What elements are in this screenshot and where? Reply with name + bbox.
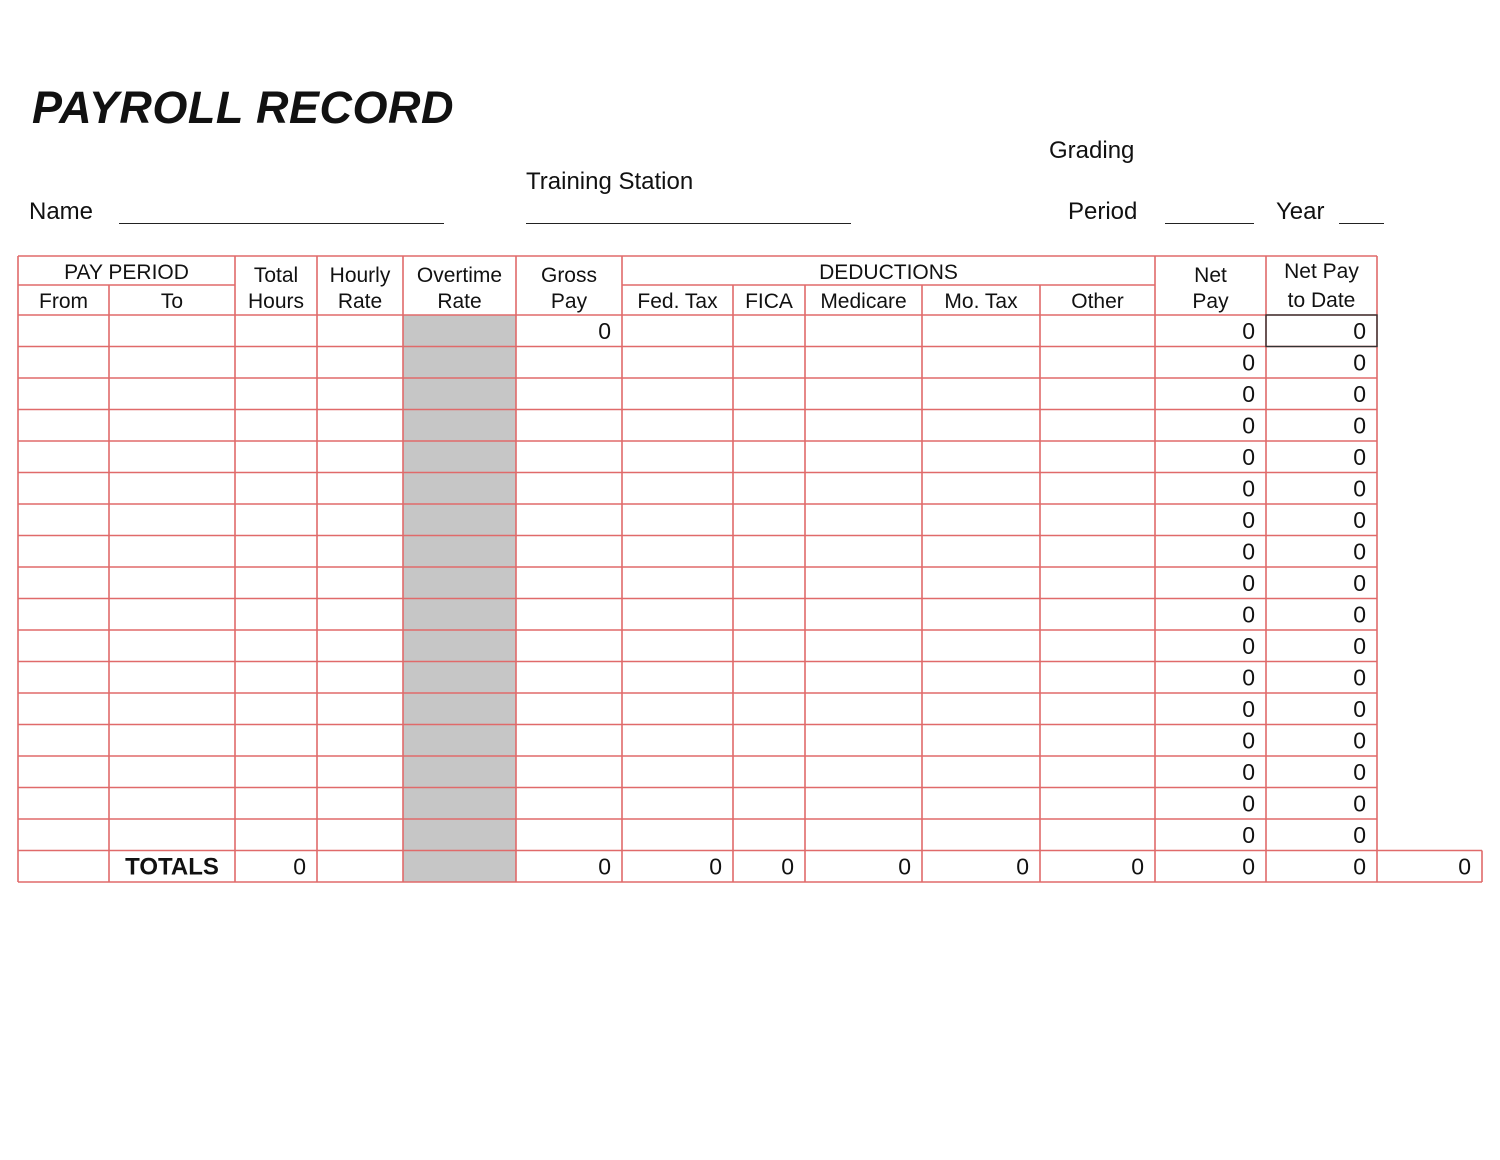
medicare-cell[interactable] <box>805 599 922 631</box>
net-pay-header-line1: Net <box>1194 264 1227 287</box>
fed-tax-cell[interactable] <box>622 788 733 820</box>
hourly-rate-cell[interactable] <box>317 410 403 442</box>
fica-cell[interactable] <box>733 599 805 631</box>
hourly-rate-cell[interactable] <box>317 473 403 505</box>
training-station-label: Training Station <box>526 168 694 195</box>
gross-pay-cell[interactable] <box>516 756 622 788</box>
overtime-rate-cell[interactable] <box>403 347 516 379</box>
net-pay-to-date-value: 0 <box>1353 569 1366 596</box>
totals-total-hours: 0 <box>293 853 306 880</box>
to-cell[interactable] <box>109 788 235 820</box>
net-pay-value: 0 <box>1242 727 1255 754</box>
total-hours-cell[interactable] <box>235 599 317 631</box>
gross-pay-cell[interactable] <box>516 441 622 473</box>
to-cell[interactable] <box>109 504 235 536</box>
medicare-cell[interactable] <box>805 504 922 536</box>
net-pay-value: 0 <box>1242 506 1255 533</box>
fed-tax-cell[interactable] <box>622 504 733 536</box>
medicare-cell[interactable] <box>805 630 922 662</box>
fed-tax-cell[interactable] <box>622 756 733 788</box>
fica-header: FICA <box>745 290 793 313</box>
year-label: Year <box>1276 198 1325 225</box>
medicare-cell[interactable] <box>805 567 922 599</box>
to-cell[interactable] <box>109 378 235 410</box>
from-cell[interactable] <box>18 693 109 725</box>
other-cell[interactable] <box>1040 473 1155 505</box>
from-cell[interactable] <box>18 599 109 631</box>
overtime-rate-cell[interactable] <box>403 788 516 820</box>
from-cell[interactable] <box>18 567 109 599</box>
net-pay-to-date-value: 0 <box>1353 380 1366 407</box>
overtime-rate-cell[interactable] <box>403 599 516 631</box>
from-cell[interactable] <box>18 630 109 662</box>
net-pay-value: 0 <box>1242 601 1255 628</box>
other-cell[interactable] <box>1040 441 1155 473</box>
fed-tax-cell[interactable] <box>622 378 733 410</box>
net-pay-value: 0 <box>1242 538 1255 565</box>
gross-pay-cell[interactable] <box>516 347 622 379</box>
mo-tax-cell[interactable] <box>922 536 1040 568</box>
fica-cell[interactable] <box>733 788 805 820</box>
from-cell[interactable] <box>18 378 109 410</box>
deductions-header: DEDUCTIONS <box>819 261 958 284</box>
hourly-rate-cell[interactable] <box>317 504 403 536</box>
fica-cell[interactable] <box>733 819 805 851</box>
other-cell[interactable] <box>1040 567 1155 599</box>
total-hours-cell[interactable] <box>235 378 317 410</box>
to-cell[interactable] <box>109 536 235 568</box>
fed-tax-cell[interactable] <box>622 410 733 442</box>
fica-cell[interactable] <box>733 725 805 757</box>
to-cell[interactable] <box>109 441 235 473</box>
net-pay-value: 0 <box>1242 412 1255 439</box>
net-pay-value: 0 <box>1242 380 1255 407</box>
medicare-cell[interactable] <box>805 315 922 347</box>
fica-cell[interactable] <box>733 662 805 694</box>
medicare-cell[interactable] <box>805 410 922 442</box>
net-pay-value: 0 <box>1242 443 1255 470</box>
totals-medicare: 0 <box>898 853 911 880</box>
from-cell[interactable] <box>18 504 109 536</box>
net-pay-to-date-value: 0 <box>1353 349 1366 376</box>
other-cell[interactable] <box>1040 347 1155 379</box>
from-cell[interactable] <box>18 662 109 694</box>
fica-cell[interactable] <box>733 756 805 788</box>
overtime-rate-cell[interactable] <box>403 473 516 505</box>
fica-cell[interactable] <box>733 410 805 442</box>
total-hours-cell[interactable] <box>235 410 317 442</box>
overtime-rate-cell[interactable] <box>403 315 516 347</box>
hourly-rate-cell[interactable] <box>317 693 403 725</box>
net-pay-value: 0 <box>1242 758 1255 785</box>
hourly-rate-cell[interactable] <box>317 788 403 820</box>
medicare-cell[interactable] <box>805 756 922 788</box>
mo-tax-cell[interactable] <box>922 504 1040 536</box>
mo-tax-cell[interactable] <box>922 315 1040 347</box>
other-cell[interactable] <box>1040 504 1155 536</box>
fica-cell[interactable] <box>733 473 805 505</box>
total-hours-cell[interactable] <box>235 315 317 347</box>
totals-fed-tax: 0 <box>709 853 722 880</box>
fed-tax-cell[interactable] <box>622 315 733 347</box>
net-pay-to-date-value: 0 <box>1353 475 1366 502</box>
fed-tax-cell[interactable] <box>622 441 733 473</box>
totals-extra: 0 <box>1458 853 1471 880</box>
fica-cell[interactable] <box>733 347 805 379</box>
hourly-rate-cell[interactable] <box>317 567 403 599</box>
mo-tax-cell[interactable] <box>922 788 1040 820</box>
from-cell[interactable] <box>18 819 109 851</box>
other-cell[interactable] <box>1040 536 1155 568</box>
net-pay-to-date-value: 0 <box>1353 538 1366 565</box>
net-pay-to-date-value: 0 <box>1353 727 1366 754</box>
net-pay-to-date-value: 0 <box>1353 443 1366 470</box>
medicare-cell[interactable] <box>805 536 922 568</box>
overtime-rate-cell[interactable] <box>403 693 516 725</box>
totals-mo-tax: 0 <box>1016 853 1029 880</box>
net-pay-header-line2: Pay <box>1192 290 1229 313</box>
to-cell[interactable] <box>109 693 235 725</box>
net-pay-value: 0 <box>1242 317 1255 344</box>
hourly-rate-cell[interactable] <box>317 819 403 851</box>
to-header: To <box>160 290 184 313</box>
fica-cell[interactable] <box>733 536 805 568</box>
to-cell[interactable] <box>109 315 235 347</box>
page-title: PAYROLL RECORD <box>32 82 455 133</box>
net-pay-value: 0 <box>1242 569 1255 596</box>
other-cell[interactable] <box>1040 378 1155 410</box>
other-cell[interactable] <box>1040 725 1155 757</box>
fed-tax-cell[interactable] <box>622 536 733 568</box>
net-pay-value: 0 <box>1242 821 1255 848</box>
hourly-rate-header-line1: Hourly <box>329 264 391 287</box>
gross-pay-cell[interactable] <box>516 410 622 442</box>
total-hours-cell[interactable] <box>235 756 317 788</box>
hourly-rate-cell[interactable] <box>317 599 403 631</box>
net-pay-to-date-value: 0 <box>1353 632 1366 659</box>
grading-label: Grading <box>1049 137 1135 164</box>
from-cell[interactable] <box>18 536 109 568</box>
medicare-cell[interactable] <box>805 347 922 379</box>
total-hours-cell[interactable] <box>235 662 317 694</box>
net-pay-value: 0 <box>1242 632 1255 659</box>
gross-pay-header-line1: Gross <box>540 264 598 287</box>
overtime-rate-cell[interactable] <box>403 410 516 442</box>
mo-tax-cell[interactable] <box>922 599 1040 631</box>
total-hours-cell[interactable] <box>235 347 317 379</box>
overtime-rate-cell[interactable] <box>403 378 516 410</box>
medicare-cell[interactable] <box>805 725 922 757</box>
mo-tax-cell[interactable] <box>922 410 1040 442</box>
gross-pay-cell[interactable] <box>516 630 622 662</box>
totals-net-pay: 0 <box>1242 853 1255 880</box>
to-cell[interactable] <box>109 756 235 788</box>
net-pay-value: 0 <box>1242 695 1255 722</box>
mo-tax-cell[interactable] <box>922 567 1040 599</box>
from-cell[interactable] <box>18 410 109 442</box>
gross-pay-cell[interactable] <box>516 536 622 568</box>
fed-tax-cell[interactable] <box>622 725 733 757</box>
gross-pay-cell[interactable] <box>516 662 622 694</box>
net-pay-to-date-value: 0 <box>1353 790 1366 817</box>
gross-pay-cell[interactable] <box>516 788 622 820</box>
fed-tax-cell[interactable] <box>622 819 733 851</box>
other-cell[interactable] <box>1040 599 1155 631</box>
gross-pay-cell[interactable] <box>516 819 622 851</box>
fed-tax-cell[interactable] <box>622 567 733 599</box>
gross-pay-header-line2: Pay <box>550 290 588 313</box>
total-hours-header-line1: Total <box>253 264 299 287</box>
net-pay-value: 0 <box>1242 475 1255 502</box>
medicare-cell[interactable] <box>805 662 922 694</box>
medicare-cell[interactable] <box>805 473 922 505</box>
overtime-rate-header-line2: Rate <box>437 290 482 313</box>
total-hours-cell[interactable] <box>235 536 317 568</box>
hourly-rate-cell[interactable] <box>317 378 403 410</box>
mo-tax-cell[interactable] <box>922 347 1040 379</box>
hourly-rate-cell[interactable] <box>317 725 403 757</box>
to-cell[interactable] <box>109 567 235 599</box>
from-cell[interactable] <box>18 788 109 820</box>
to-cell[interactable] <box>109 819 235 851</box>
total-hours-cell[interactable] <box>235 788 317 820</box>
mo-tax-cell[interactable] <box>922 756 1040 788</box>
total-hours-cell[interactable] <box>235 441 317 473</box>
to-cell[interactable] <box>109 662 235 694</box>
mo-tax-cell[interactable] <box>922 473 1040 505</box>
other-cell[interactable] <box>1040 756 1155 788</box>
period-label: Period <box>1068 198 1138 225</box>
mo-tax-cell[interactable] <box>922 378 1040 410</box>
to-cell[interactable] <box>109 725 235 757</box>
to-cell[interactable] <box>109 630 235 662</box>
fed-tax-cell[interactable] <box>622 599 733 631</box>
totals-gross-pay: 0 <box>598 853 611 880</box>
overtime-rate-cell[interactable] <box>403 567 516 599</box>
to-cell[interactable] <box>109 599 235 631</box>
fica-cell[interactable] <box>733 315 805 347</box>
total-hours-cell[interactable] <box>235 473 317 505</box>
mo-tax-cell[interactable] <box>922 725 1040 757</box>
other-cell[interactable] <box>1040 819 1155 851</box>
medicare-cell[interactable] <box>805 378 922 410</box>
other-cell[interactable] <box>1040 788 1155 820</box>
from-cell[interactable] <box>18 441 109 473</box>
to-cell[interactable] <box>109 473 235 505</box>
gross-pay-cell[interactable] <box>516 725 622 757</box>
total-hours-header-line2: Hours <box>247 290 305 313</box>
medicare-cell[interactable] <box>805 693 922 725</box>
fed-tax-header: Fed. Tax <box>637 290 718 313</box>
net-pay-to-date-value: 0 <box>1353 821 1366 848</box>
total-hours-cell[interactable] <box>235 630 317 662</box>
net-pay-to-date-header-line2: to Date <box>1287 289 1356 312</box>
from-cell[interactable] <box>18 473 109 505</box>
net-pay-to-date-value: 0 <box>1353 506 1366 533</box>
overtime-rate-cell[interactable] <box>403 725 516 757</box>
gross-pay-cell[interactable] <box>516 567 622 599</box>
totals-net-pay-to-date: 0 <box>1353 853 1366 880</box>
mo-tax-cell[interactable] <box>922 441 1040 473</box>
mo-tax-cell[interactable] <box>922 819 1040 851</box>
hourly-rate-header-line2: Rate <box>337 290 383 313</box>
hourly-rate-cell[interactable] <box>317 536 403 568</box>
mo-tax-cell[interactable] <box>922 662 1040 694</box>
net-pay-to-date-value: 0 <box>1353 695 1366 722</box>
totals-other: 0 <box>1131 853 1144 880</box>
total-hours-cell[interactable] <box>235 567 317 599</box>
net-pay-value: 0 <box>1242 790 1255 817</box>
hourly-rate-cell[interactable] <box>317 662 403 694</box>
other-header: Other <box>1071 290 1124 313</box>
other-cell[interactable] <box>1040 693 1155 725</box>
fica-cell[interactable] <box>733 441 805 473</box>
net-pay-to-date-value: 0 <box>1353 601 1366 628</box>
overtime-rate-cell[interactable] <box>403 630 516 662</box>
mo-tax-header: Mo. Tax <box>944 290 1018 313</box>
fed-tax-cell[interactable] <box>622 662 733 694</box>
other-cell[interactable] <box>1040 630 1155 662</box>
gross-pay-cell[interactable] <box>516 473 622 505</box>
total-hours-cell[interactable] <box>235 504 317 536</box>
net-pay-value: 0 <box>1242 349 1255 376</box>
fed-tax-cell[interactable] <box>622 347 733 379</box>
net-pay-to-date-value: 0 <box>1353 412 1366 439</box>
hourly-rate-cell[interactable] <box>317 630 403 662</box>
fed-tax-cell[interactable] <box>622 630 733 662</box>
overtime-rate-cell[interactable] <box>403 819 516 851</box>
overtime-rate-cell[interactable] <box>403 504 516 536</box>
net-pay-value: 0 <box>1242 664 1255 691</box>
from-cell[interactable] <box>18 756 109 788</box>
total-hours-cell[interactable] <box>235 725 317 757</box>
from-header: From <box>39 290 88 313</box>
overtime-rate-cell[interactable] <box>403 662 516 694</box>
hourly-rate-cell[interactable] <box>317 315 403 347</box>
net-pay-to-date-value: 0 <box>1353 317 1366 344</box>
overtime-rate-header-line1: Overtime <box>416 264 503 287</box>
fica-cell[interactable] <box>733 378 805 410</box>
hourly-rate-cell[interactable] <box>317 441 403 473</box>
net-pay-to-date-header-line1: Net Pay <box>1284 260 1359 283</box>
from-cell[interactable] <box>18 725 109 757</box>
totals-fica: 0 <box>781 853 794 880</box>
net-pay-to-date-value: 0 <box>1353 664 1366 691</box>
other-cell[interactable] <box>1040 410 1155 442</box>
other-cell[interactable] <box>1040 315 1155 347</box>
overtime-rate-cell[interactable] <box>403 756 516 788</box>
medicare-cell[interactable] <box>805 788 922 820</box>
gross-pay-cell[interactable] <box>516 693 622 725</box>
to-cell[interactable] <box>109 347 235 379</box>
fed-tax-cell[interactable] <box>622 693 733 725</box>
fica-cell[interactable] <box>733 630 805 662</box>
fica-cell[interactable] <box>733 693 805 725</box>
totals-label: TOTALS <box>125 853 219 881</box>
hourly-rate-cell[interactable] <box>317 347 403 379</box>
pay-period-header: PAY PERIOD <box>64 261 189 284</box>
gross-pay-cell[interactable] <box>516 599 622 631</box>
name-label: Name <box>29 198 94 225</box>
fica-cell[interactable] <box>733 567 805 599</box>
overtime-rate-cell[interactable] <box>403 536 516 568</box>
gross-pay-value: 0 <box>598 317 611 344</box>
hourly-rate-cell[interactable] <box>317 756 403 788</box>
other-cell[interactable] <box>1040 662 1155 694</box>
medicare-cell[interactable] <box>805 441 922 473</box>
medicare-header: Medicare <box>820 290 907 313</box>
fed-tax-cell[interactable] <box>622 473 733 505</box>
net-pay-to-date-value: 0 <box>1353 758 1366 785</box>
total-hours-cell[interactable] <box>235 819 317 851</box>
from-cell[interactable] <box>18 315 109 347</box>
fica-cell[interactable] <box>733 504 805 536</box>
overtime-rate-cell[interactable] <box>403 441 516 473</box>
to-cell[interactable] <box>109 410 235 442</box>
from-cell[interactable] <box>18 347 109 379</box>
medicare-cell[interactable] <box>805 819 922 851</box>
total-hours-cell[interactable] <box>235 693 317 725</box>
gross-pay-cell[interactable] <box>516 504 622 536</box>
mo-tax-cell[interactable] <box>922 630 1040 662</box>
gross-pay-cell[interactable] <box>516 378 622 410</box>
mo-tax-cell[interactable] <box>922 693 1040 725</box>
